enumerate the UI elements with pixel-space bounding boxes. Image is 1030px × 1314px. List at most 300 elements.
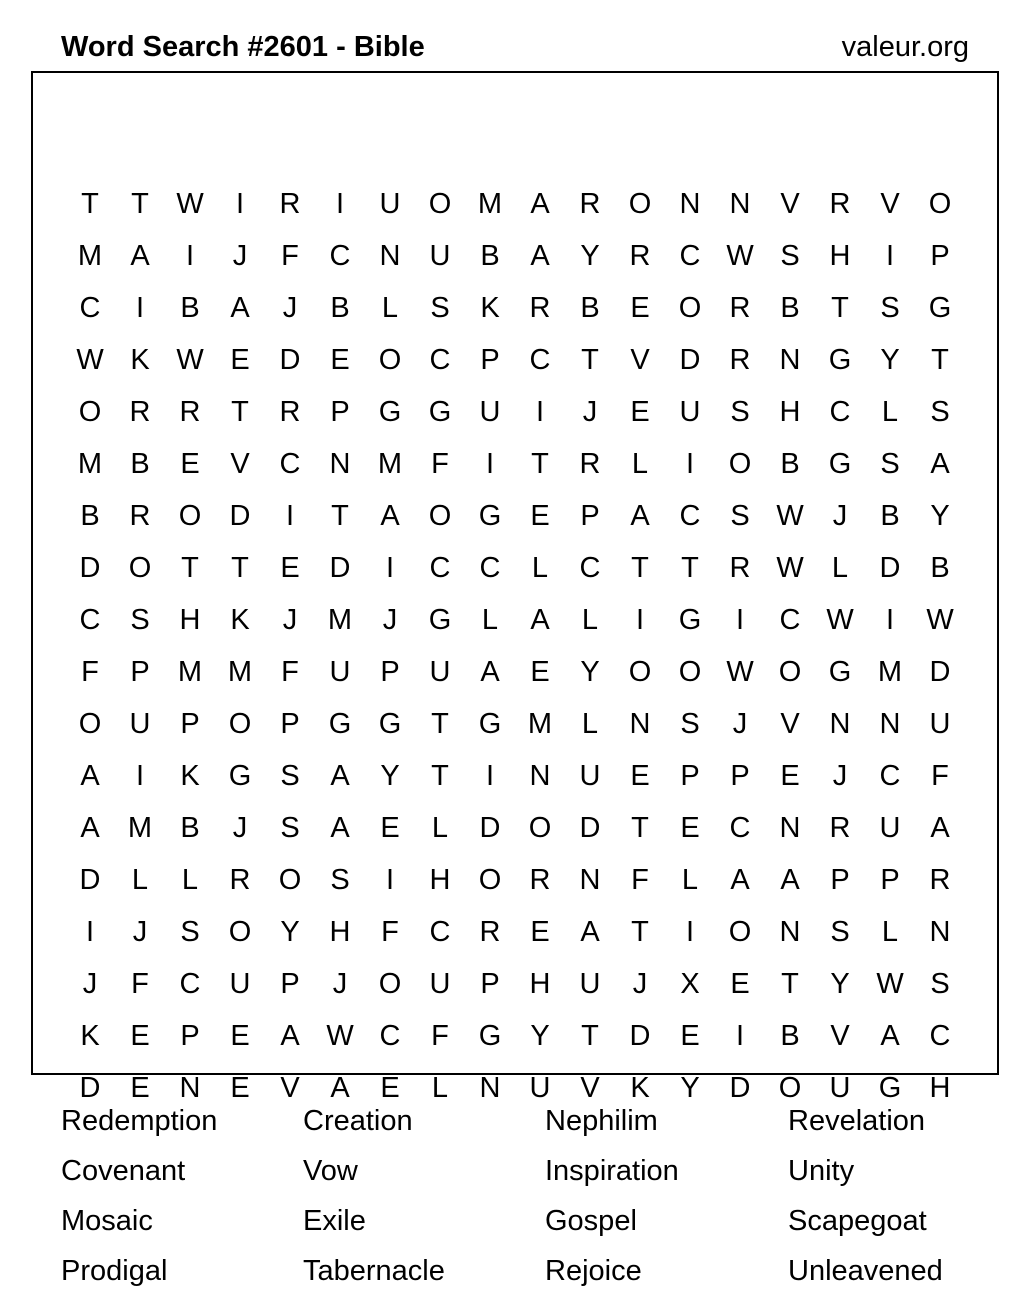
grid-cell[interactable]: N [679,188,701,220]
grid-cell[interactable]: R [729,292,751,324]
grid-cell[interactable]: I [135,760,145,792]
grid-cell[interactable]: L [181,864,199,896]
grid-cell[interactable]: C [429,916,451,948]
grid-cell[interactable]: O [228,708,252,740]
grid-cell[interactable]: R [729,552,751,584]
grid-cell[interactable]: W [76,344,104,376]
grid-cell[interactable]: G [828,656,852,688]
grid-cell[interactable]: A [780,864,800,896]
grid-cell[interactable]: S [130,604,150,636]
grid-cell[interactable]: U [679,396,701,428]
grid-cell[interactable]: R [129,396,151,428]
grid-cell[interactable]: A [330,1072,350,1104]
grid-cell[interactable]: P [180,1020,200,1052]
grid-cell[interactable]: V [880,188,900,220]
grid-cell[interactable]: I [535,396,545,428]
grid-cell[interactable]: W [176,188,204,220]
grid-cell[interactable]: U [529,1072,551,1104]
grid-cell[interactable]: A [280,1020,300,1052]
grid-cell[interactable]: U [129,708,151,740]
grid-cell[interactable]: O [378,344,402,376]
grid-cell[interactable]: N [529,760,551,792]
grid-cell[interactable]: M [127,812,153,844]
grid-cell[interactable]: G [378,396,402,428]
grid-cell[interactable]: A [230,292,250,324]
grid-cell[interactable]: B [780,448,800,480]
grid-cell[interactable]: P [380,656,400,688]
grid-cell[interactable]: G [228,760,252,792]
grid-cell[interactable]: E [530,916,550,948]
grid-cell[interactable]: O [128,552,152,584]
grid-cell[interactable]: B [330,292,350,324]
grid-cell[interactable]: T [331,500,349,532]
grid-cell[interactable]: G [478,500,502,532]
grid-cell[interactable]: F [931,760,949,792]
grid-cell[interactable]: S [430,292,450,324]
grid-cell[interactable]: U [429,656,451,688]
grid-cell[interactable]: W [926,604,954,636]
grid-cell[interactable]: R [579,448,601,480]
grid-cell[interactable]: I [885,240,895,272]
grid-cell[interactable]: H [779,396,801,428]
grid-cell[interactable]: Y [580,240,600,272]
grid-cell[interactable]: H [829,240,851,272]
grid-cell[interactable]: W [876,968,904,1000]
grid-cell[interactable]: O [528,812,552,844]
grid-cell[interactable]: H [329,916,351,948]
grid-cell[interactable]: D [679,344,701,376]
grid-cell[interactable]: E [180,448,200,480]
grid-cell[interactable]: R [579,188,601,220]
grid-cell[interactable]: U [429,968,451,1000]
grid-cell[interactable]: L [631,448,649,480]
grid-cell[interactable]: T [781,968,799,1000]
grid-cell[interactable]: W [726,656,754,688]
grid-cell[interactable]: R [279,188,301,220]
grid-cell[interactable]: D [579,812,601,844]
grid-cell[interactable]: P [480,968,500,1000]
grid-cell[interactable]: I [735,1020,745,1052]
grid-cell[interactable]: Y [880,344,900,376]
grid-cell[interactable]: S [180,916,200,948]
grid-cell[interactable]: G [678,604,702,636]
grid-cell[interactable]: R [729,344,751,376]
grid-cell[interactable]: O [78,708,102,740]
grid-cell[interactable]: O [728,448,752,480]
grid-cell[interactable]: N [329,448,351,480]
grid-cell[interactable]: N [779,916,801,948]
grid-cell[interactable]: O [778,656,802,688]
grid-cell[interactable]: S [680,708,700,740]
grid-cell[interactable]: M [327,604,353,636]
grid-cell[interactable]: M [527,708,553,740]
grid-cell[interactable]: B [80,500,100,532]
grid-cell[interactable]: L [381,292,399,324]
grid-cell[interactable]: E [330,344,350,376]
grid-cell[interactable]: B [780,1020,800,1052]
grid-cell[interactable]: I [85,916,95,948]
grid-cell[interactable]: T [431,760,449,792]
grid-cell[interactable]: P [930,240,950,272]
grid-cell[interactable]: S [880,292,900,324]
grid-cell[interactable]: C [479,552,501,584]
grid-cell[interactable]: J [732,708,748,740]
grid-cell[interactable]: P [180,708,200,740]
grid-cell[interactable]: F [631,864,649,896]
grid-cell[interactable]: K [230,604,250,636]
grid-cell[interactable]: C [79,604,101,636]
grid-cell[interactable]: O [178,500,202,532]
grid-cell[interactable]: M [177,656,203,688]
grid-cell[interactable]: G [478,708,502,740]
grid-cell[interactable]: W [176,344,204,376]
grid-cell[interactable]: A [480,656,500,688]
grid-cell[interactable]: C [679,240,701,272]
grid-cell[interactable]: A [530,240,550,272]
grid-cell[interactable]: R [129,500,151,532]
grid-cell[interactable]: D [79,552,101,584]
grid-cell[interactable]: T [631,812,649,844]
grid-cell[interactable]: D [729,1072,751,1104]
grid-cell[interactable]: E [230,1020,250,1052]
grid-cell[interactable]: U [329,656,351,688]
grid-cell[interactable]: M [877,656,903,688]
grid-cell[interactable]: I [735,604,745,636]
grid-cell[interactable]: R [829,812,851,844]
grid-cell[interactable]: P [330,396,350,428]
grid-cell[interactable]: J [132,916,148,948]
grid-cell[interactable]: P [880,864,900,896]
grid-cell[interactable]: C [329,240,351,272]
grid-cell[interactable]: U [379,188,401,220]
grid-cell[interactable]: C [879,760,901,792]
grid-cell[interactable]: A [530,604,550,636]
grid-cell[interactable]: N [479,1072,501,1104]
grid-cell[interactable]: C [929,1020,951,1052]
grid-cell[interactable]: K [180,760,200,792]
grid-cell[interactable]: O [678,656,702,688]
grid-cell[interactable]: R [479,916,501,948]
grid-cell[interactable]: H [429,864,451,896]
grid-cell[interactable]: E [630,760,650,792]
grid-cell[interactable]: J [282,292,298,324]
grid-cell[interactable]: J [832,760,848,792]
grid-cell[interactable]: O [78,396,102,428]
grid-cell[interactable]: T [581,1020,599,1052]
grid-cell[interactable]: M [77,240,103,272]
grid-cell[interactable]: V [780,188,800,220]
grid-cell[interactable]: X [680,968,700,1000]
grid-cell[interactable]: N [879,708,901,740]
grid-cell[interactable]: W [776,552,804,584]
grid-cell[interactable]: R [629,240,651,272]
grid-cell[interactable]: A [330,760,350,792]
grid-cell[interactable]: F [431,448,449,480]
grid-cell[interactable]: J [232,812,248,844]
grid-cell[interactable]: W [726,240,754,272]
grid-cell[interactable]: C [179,968,201,1000]
grid-cell[interactable]: I [235,188,245,220]
grid-cell[interactable]: R [929,864,951,896]
grid-cell[interactable]: R [529,292,551,324]
grid-cell[interactable]: L [481,604,499,636]
grid-cell[interactable]: T [581,344,599,376]
grid-cell[interactable]: W [826,604,854,636]
grid-cell[interactable]: G [928,292,952,324]
grid-cell[interactable]: E [230,344,250,376]
grid-cell[interactable]: D [629,1020,651,1052]
grid-cell[interactable]: S [280,760,300,792]
grid-cell[interactable]: N [579,864,601,896]
grid-cell[interactable]: Y [530,1020,550,1052]
grid-cell[interactable]: P [130,656,150,688]
grid-cell[interactable]: O [478,864,502,896]
grid-cell[interactable]: V [630,344,650,376]
grid-cell[interactable]: S [930,968,950,1000]
grid-cell[interactable]: S [930,396,950,428]
grid-cell[interactable]: F [281,240,299,272]
grid-cell[interactable]: E [130,1020,150,1052]
grid-cell[interactable]: L [831,552,849,584]
grid-cell[interactable]: R [829,188,851,220]
grid-cell[interactable]: S [280,812,300,844]
grid-cell[interactable]: H [179,604,201,636]
grid-cell[interactable]: M [377,448,403,480]
grid-cell[interactable]: B [580,292,600,324]
grid-cell[interactable]: C [79,292,101,324]
grid-cell[interactable]: L [431,1072,449,1104]
grid-cell[interactable]: N [179,1072,201,1104]
grid-cell[interactable]: E [280,552,300,584]
grid-cell[interactable]: U [229,968,251,1000]
grid-cell[interactable]: U [929,708,951,740]
grid-cell[interactable]: A [80,812,100,844]
grid-cell[interactable]: V [580,1072,600,1104]
grid-cell[interactable]: Y [830,968,850,1000]
grid-cell[interactable]: E [130,1072,150,1104]
grid-cell[interactable]: T [231,396,249,428]
grid-cell[interactable]: E [680,812,700,844]
grid-cell[interactable]: B [180,292,200,324]
grid-cell[interactable]: I [135,292,145,324]
grid-cell[interactable]: K [480,292,500,324]
grid-cell[interactable]: W [326,1020,354,1052]
grid-cell[interactable]: O [428,188,452,220]
grid-cell[interactable]: U [829,1072,851,1104]
grid-cell[interactable]: B [780,292,800,324]
grid-cell[interactable]: N [729,188,751,220]
grid-cell[interactable]: V [230,448,250,480]
grid-cell[interactable]: D [229,500,251,532]
grid-cell[interactable]: T [681,552,699,584]
grid-cell[interactable]: A [130,240,150,272]
grid-cell[interactable]: T [631,916,649,948]
grid-cell[interactable]: U [579,968,601,1000]
grid-cell[interactable]: D [279,344,301,376]
grid-cell[interactable]: E [230,1072,250,1104]
grid-cell[interactable]: T [131,188,149,220]
grid-cell[interactable]: J [632,968,648,1000]
grid-cell[interactable]: K [630,1072,650,1104]
grid-cell[interactable]: T [531,448,549,480]
grid-cell[interactable]: C [279,448,301,480]
grid-cell[interactable]: I [685,916,695,948]
grid-cell[interactable]: C [779,604,801,636]
grid-cell[interactable]: G [478,1020,502,1052]
grid-cell[interactable]: G [428,396,452,428]
grid-cell[interactable]: D [79,1072,101,1104]
grid-cell[interactable]: V [830,1020,850,1052]
grid-cell[interactable]: P [280,968,300,1000]
grid-cell[interactable]: J [232,240,248,272]
grid-cell[interactable]: J [332,968,348,1000]
grid-cell[interactable]: S [730,500,750,532]
grid-cell[interactable]: A [730,864,750,896]
grid-cell[interactable]: I [485,448,495,480]
grid-cell[interactable]: C [429,344,451,376]
grid-cell[interactable]: C [429,552,451,584]
grid-cell[interactable]: B [930,552,950,584]
grid-cell[interactable]: L [881,916,899,948]
grid-cell[interactable]: E [630,396,650,428]
grid-cell[interactable]: D [479,812,501,844]
grid-cell[interactable]: F [281,656,299,688]
grid-cell[interactable]: O [628,188,652,220]
grid-cell[interactable]: A [930,812,950,844]
grid-cell[interactable]: S [830,916,850,948]
grid-cell[interactable]: U [479,396,501,428]
grid-cell[interactable]: D [929,656,951,688]
grid-cell[interactable]: S [330,864,350,896]
grid-cell[interactable]: B [180,812,200,844]
grid-cell[interactable]: U [879,812,901,844]
grid-cell[interactable]: K [130,344,150,376]
grid-cell[interactable]: C [729,812,751,844]
grid-cell[interactable]: L [681,864,699,896]
grid-cell[interactable]: I [185,240,195,272]
grid-cell[interactable]: G [378,708,402,740]
grid-cell[interactable]: P [830,864,850,896]
grid-cell[interactable]: U [579,760,601,792]
grid-cell[interactable]: L [881,396,899,428]
grid-cell[interactable]: C [679,500,701,532]
grid-cell[interactable]: J [582,396,598,428]
grid-cell[interactable]: A [880,1020,900,1052]
grid-cell[interactable]: A [530,188,550,220]
grid-cell[interactable]: C [379,1020,401,1052]
grid-cell[interactable]: G [878,1072,902,1104]
grid-cell[interactable]: M [227,656,253,688]
grid-cell[interactable]: L [581,604,599,636]
grid-cell[interactable]: H [529,968,551,1000]
grid-cell[interactable]: R [229,864,251,896]
grid-cell[interactable]: S [880,448,900,480]
grid-cell[interactable]: F [381,916,399,948]
grid-cell[interactable]: G [828,448,852,480]
grid-cell[interactable]: O [928,188,952,220]
grid-cell[interactable]: I [485,760,495,792]
grid-cell[interactable]: P [480,344,500,376]
grid-cell[interactable]: S [780,240,800,272]
grid-cell[interactable]: R [529,864,551,896]
grid-cell[interactable]: B [480,240,500,272]
grid-cell[interactable]: E [780,760,800,792]
grid-cell[interactable]: N [629,708,651,740]
grid-cell[interactable]: G [328,708,352,740]
grid-cell[interactable]: A [330,812,350,844]
grid-cell[interactable]: H [929,1072,951,1104]
grid-cell[interactable]: B [130,448,150,480]
grid-cell[interactable]: J [832,500,848,532]
grid-cell[interactable]: O [278,864,302,896]
grid-cell[interactable]: N [779,812,801,844]
grid-cell[interactable]: I [885,604,895,636]
grid-cell[interactable]: E [380,812,400,844]
grid-cell[interactable]: B [880,500,900,532]
grid-cell[interactable]: J [82,968,98,1000]
grid-cell[interactable]: V [780,708,800,740]
grid-cell[interactable]: E [530,500,550,532]
grid-cell[interactable]: O [678,292,702,324]
grid-cell[interactable]: O [378,968,402,1000]
grid-cell[interactable]: N [379,240,401,272]
grid-cell[interactable]: O [628,656,652,688]
grid-cell[interactable]: O [728,916,752,948]
grid-cell[interactable]: D [879,552,901,584]
grid-cell[interactable]: Y [680,1072,700,1104]
grid-cell[interactable]: I [335,188,345,220]
grid-cell[interactable]: E [530,656,550,688]
grid-cell[interactable]: T [931,344,949,376]
grid-cell[interactable]: F [131,968,149,1000]
grid-cell[interactable]: A [580,916,600,948]
grid-cell[interactable]: E [630,292,650,324]
grid-cell[interactable]: I [385,864,395,896]
grid-cell[interactable]: I [685,448,695,480]
grid-cell[interactable]: E [730,968,750,1000]
grid-cell[interactable]: R [279,396,301,428]
grid-cell[interactable]: J [382,604,398,636]
grid-cell[interactable]: O [228,916,252,948]
grid-cell[interactable]: S [730,396,750,428]
grid-cell[interactable]: L [531,552,549,584]
grid-cell[interactable]: T [81,188,99,220]
grid-cell[interactable]: T [631,552,649,584]
grid-cell[interactable]: N [829,708,851,740]
grid-cell[interactable]: D [79,864,101,896]
grid-cell[interactable]: J [282,604,298,636]
grid-cell[interactable]: T [431,708,449,740]
grid-cell[interactable]: V [280,1072,300,1104]
grid-cell[interactable]: T [231,552,249,584]
grid-cell[interactable]: F [431,1020,449,1052]
grid-cell[interactable]: Y [280,916,300,948]
grid-cell[interactable]: A [80,760,100,792]
grid-cell[interactable]: O [428,500,452,532]
grid-cell[interactable]: A [380,500,400,532]
grid-cell[interactable]: R [179,396,201,428]
grid-cell[interactable]: O [778,1072,802,1104]
grid-cell[interactable]: D [329,552,351,584]
grid-cell[interactable]: P [280,708,300,740]
grid-cell[interactable]: Y [930,500,950,532]
grid-cell[interactable]: M [477,188,503,220]
grid-cell[interactable]: C [529,344,551,376]
grid-cell[interactable]: E [680,1020,700,1052]
grid-cell[interactable]: P [580,500,600,532]
grid-cell[interactable]: U [429,240,451,272]
grid-cell[interactable]: T [181,552,199,584]
